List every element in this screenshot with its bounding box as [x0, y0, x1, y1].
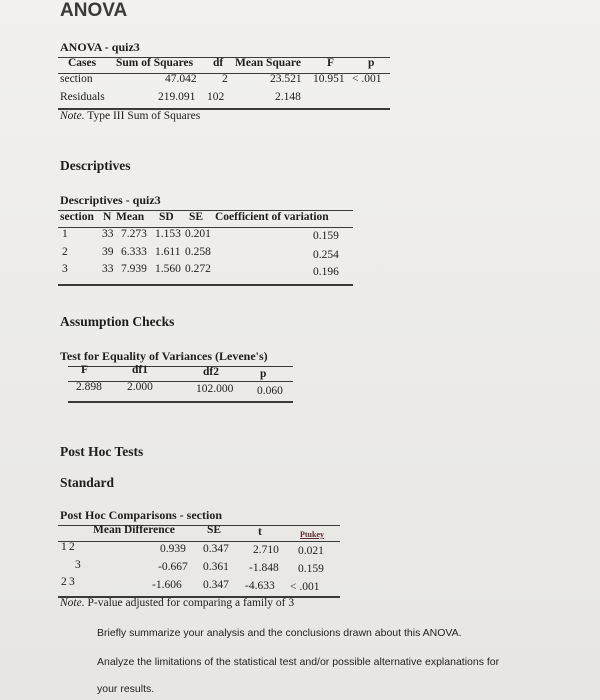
anova-note-label: Note.: [60, 110, 85, 122]
descriptives-row-2-se: 0.258: [185, 246, 211, 258]
descriptives-header-se: SE: [189, 211, 204, 223]
descriptives-row-2-section: 2: [62, 246, 68, 258]
posthoc-row-1-se: 0.347: [203, 543, 229, 555]
descriptives-row-1-sd: 1.153: [155, 228, 181, 240]
posthoc-row-3-md: -1.606: [152, 579, 182, 591]
anova-row-residuals-ss: 219.091: [158, 91, 196, 103]
assumptions-heading: Assumption Checks: [60, 314, 175, 329]
anova-header-cases: Cases: [68, 57, 97, 69]
levene-header-p: p: [260, 368, 267, 380]
levene-top-rule: [68, 366, 293, 367]
prompt-line-2: Analyze the limitations of the statistical test and/or possible alternative explanations for: [97, 656, 500, 668]
posthoc-row-2-p: 0.159: [298, 563, 324, 575]
posthoc-row-3-p: < .001: [290, 581, 320, 593]
levene-df2: 102.000: [196, 383, 234, 395]
posthoc-heading: Post Hoc Tests: [60, 444, 144, 459]
posthoc-row-3-se: 0.347: [203, 579, 229, 591]
descriptives-row-3-sd: 1.560: [155, 263, 181, 275]
descriptives-header-section: section: [60, 211, 94, 223]
posthoc-header-t: t: [258, 526, 262, 538]
anova-row-section-df: 2: [222, 73, 228, 85]
descriptives-header-cv: Coefficient of variation: [215, 211, 329, 223]
anova-row-residuals-ms: 2.148: [275, 91, 301, 103]
posthoc-subheading: Standard: [60, 475, 115, 490]
posthoc-row-1-a: 1: [61, 541, 67, 553]
prompt-line-1: Briefly summarize your analysis and the conclusions drawn about this ANOVA.: [97, 627, 462, 639]
posthoc-row-1-b: 2: [69, 541, 75, 553]
anova-row-residuals-df: 102: [207, 91, 225, 103]
posthoc-row-1-p: 0.021: [298, 545, 324, 557]
anova-header-ms: Mean Square: [235, 57, 301, 69]
descriptives-row-1-section: 1: [62, 228, 68, 240]
descriptives-header-sd: SD: [159, 211, 174, 223]
descriptives-row-3-n: 33: [102, 263, 114, 275]
descriptives-row-1-mean: 7.273: [121, 228, 147, 240]
levene-df1: 2.000: [127, 381, 153, 393]
descriptives-row-1-n: 33: [102, 228, 114, 240]
posthoc-header-se: SE: [207, 524, 222, 536]
anova-caption: ANOVA - quiz3: [60, 40, 140, 54]
anova-row-section-p: < .001: [352, 73, 382, 85]
anova-row-section-ms: 23.521: [270, 73, 302, 85]
descriptives-row-2-n: 39: [102, 246, 114, 258]
posthoc-row-3-t: -4.633: [245, 580, 275, 592]
anova-row-residuals-case: Residuals: [60, 91, 105, 103]
descriptives-row-3-se: 0.272: [185, 263, 211, 275]
descriptives-heading: Descriptives: [60, 158, 131, 173]
descriptives-row-1-cv: 0.159: [313, 230, 339, 242]
levene-header-df1: df1: [132, 364, 148, 376]
posthoc-note: [60, 597, 294, 609]
descriptives-row-2-sd: 1.611: [155, 246, 181, 258]
descriptives-row-1-se: 0.201: [185, 228, 211, 240]
posthoc-row-2-md: -0.667: [158, 561, 188, 573]
anova-row-section-case: section: [60, 73, 93, 85]
anova-top-rule: [58, 57, 390, 58]
levene-caption: Test for Equality of Variances (Levene's): [60, 349, 268, 363]
posthoc-header-md: Mean Difference: [93, 524, 175, 536]
descriptives-row-2-cv: 0.254: [313, 249, 339, 261]
posthoc-row-2-se: 0.361: [203, 561, 229, 573]
posthoc-note-text: P-value adjusted for comparing a family of 3: [87, 597, 295, 609]
levene-header-f: F: [81, 364, 89, 376]
posthoc-row-3-b: 3: [69, 576, 75, 588]
levene-bottom-rule: [68, 401, 293, 403]
posthoc-row-3-a: 2: [61, 576, 67, 588]
anova-header-ss: Sum of Squares: [116, 57, 194, 69]
anova-heading: ANOVA: [60, 0, 128, 21]
posthoc-note-label: Note.: [60, 597, 85, 609]
posthoc-header-rule: [58, 541, 340, 542]
levene-f: 2.898: [76, 381, 102, 393]
descriptives-caption: Descriptives - quiz3: [60, 193, 161, 207]
descriptives-row-2-mean: 6.333: [121, 246, 147, 258]
posthoc-header-ptukey: Ptukey: [300, 530, 324, 539]
anova-row-section-ss: 47.042: [165, 73, 197, 85]
posthoc-row-1-md: 0.939: [160, 543, 186, 555]
descriptives-header-n: N: [103, 211, 112, 223]
anova-note-text: Type III Sum of Squares: [87, 110, 201, 122]
anova-row-section-f: 10.951: [313, 73, 345, 85]
anova-note: [60, 110, 200, 122]
anova-header-p: p: [368, 57, 375, 69]
posthoc-caption: Post Hoc Comparisons - section: [60, 508, 222, 522]
descriptives-bottom-rule: [58, 284, 353, 286]
posthoc-row-2-t: -1.848: [249, 562, 279, 574]
anova-header-df: df: [213, 57, 224, 69]
anova-header-f: F: [327, 57, 335, 69]
levene-p: 0.060: [257, 385, 283, 397]
descriptives-row-3-cv: 0.196: [313, 266, 339, 278]
posthoc-row-1-t: 2.710: [253, 544, 279, 556]
posthoc-row-2-b: 3: [75, 559, 81, 571]
descriptives-row-3-section: 3: [62, 263, 68, 275]
descriptives-row-3-mean: 7.939: [121, 263, 147, 275]
descriptives-header-mean: Mean: [116, 211, 145, 223]
levene-header-df2: df2: [203, 366, 219, 378]
prompt-line-3: your results.: [97, 683, 155, 695]
